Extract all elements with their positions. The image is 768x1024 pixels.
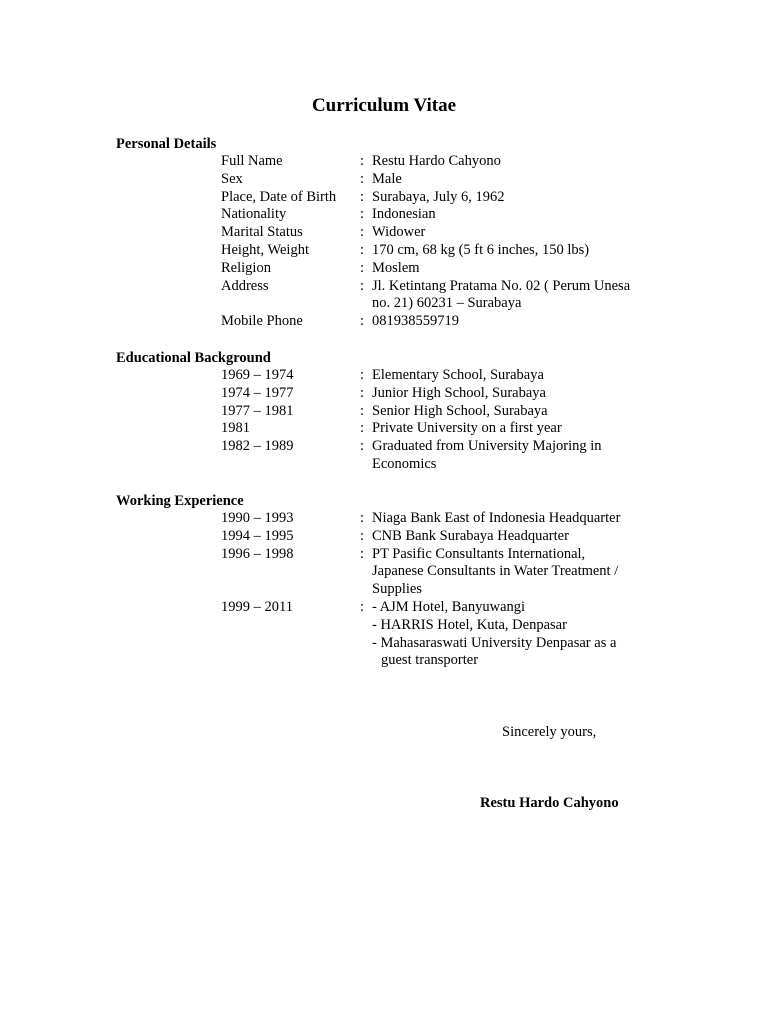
value-line: Supplies xyxy=(372,581,422,598)
row-value xyxy=(372,528,654,546)
row-label: 1977 – 1981 xyxy=(221,402,294,419)
row-value xyxy=(372,313,654,331)
row-label: Nationality xyxy=(221,206,287,223)
row-value xyxy=(372,171,654,189)
row-colon: : xyxy=(360,153,365,169)
value-line: - Mahasaraswati University Denpasar as a xyxy=(372,634,617,651)
row-value xyxy=(372,420,654,438)
detail-row xyxy=(116,403,676,421)
row-label: 1996 – 1998 xyxy=(221,545,294,562)
row-colon: : xyxy=(360,277,365,294)
value-line: Junior High School, Surabaya xyxy=(372,384,546,401)
value-line: Indonesian xyxy=(372,206,436,223)
detail-row xyxy=(116,278,676,314)
row-colon: : xyxy=(360,527,365,544)
row-value xyxy=(372,206,654,224)
section-heading: Educational Background xyxy=(116,350,271,366)
row-colon: : xyxy=(360,545,365,562)
value-line: 170 cm, 68 kg (5 ft 6 inches, 150 lbs) xyxy=(372,241,590,258)
detail-row xyxy=(116,420,676,438)
row-value xyxy=(372,242,654,260)
row-value xyxy=(372,510,654,528)
row-label: Full Name xyxy=(221,153,283,169)
row-colon: : xyxy=(360,313,365,330)
row-colon: : xyxy=(360,598,365,615)
document-title: Curriculum Vitae xyxy=(311,95,457,116)
row-value xyxy=(372,189,654,207)
signature-name: Restu Hardo Cahyono xyxy=(480,795,619,811)
row-value xyxy=(372,153,654,171)
value-line: no. 21) 60231 – Surabaya xyxy=(372,295,522,312)
section-heading: Working Experience xyxy=(116,493,244,509)
detail-row xyxy=(116,385,676,403)
row-value xyxy=(372,224,654,242)
row-colon: : xyxy=(360,206,365,223)
row-colon: : xyxy=(360,224,365,241)
row-value xyxy=(372,546,654,599)
value-line: Restu Hardo Cahyono xyxy=(372,153,501,169)
row-label: 1969 – 1974 xyxy=(221,367,294,383)
detail-row xyxy=(116,528,676,546)
row-colon: : xyxy=(360,259,365,276)
detail-rows xyxy=(116,153,676,331)
value-line: Moslem xyxy=(372,259,420,276)
detail-rows xyxy=(116,367,676,474)
row-label: Marital Status xyxy=(221,224,303,241)
row-label: 1982 – 1989 xyxy=(221,438,294,455)
row-label: Religion xyxy=(221,259,271,276)
row-colon: : xyxy=(360,170,365,187)
row-label: 1990 – 1993 xyxy=(221,510,294,526)
row-value xyxy=(372,385,654,403)
row-label: 1999 – 2011 xyxy=(221,598,293,615)
value-line: Private University on a first year xyxy=(372,420,562,437)
section-personal-details xyxy=(116,135,676,331)
detail-row xyxy=(116,313,676,331)
value-line: Widower xyxy=(372,224,426,241)
detail-row xyxy=(116,438,676,474)
row-colon: : xyxy=(360,188,365,205)
value-line: Surabaya, July 6, 1962 xyxy=(372,188,505,205)
row-value xyxy=(372,438,654,474)
row-value xyxy=(372,367,654,385)
value-line: Male xyxy=(372,170,402,187)
row-value xyxy=(372,260,654,278)
detail-row xyxy=(116,189,676,207)
value-line: Graduated from University Majoring in xyxy=(372,438,602,455)
detail-rows xyxy=(116,510,676,670)
value-line: 081938559719 xyxy=(372,313,459,330)
detail-row xyxy=(116,367,676,385)
value-line: Elementary School, Surabaya xyxy=(372,367,544,383)
row-colon: : xyxy=(360,420,365,437)
closing-text: Sincerely yours, xyxy=(502,724,597,740)
row-value xyxy=(372,403,654,421)
value-line: - AJM Hotel, Banyuwangi xyxy=(372,598,526,615)
detail-row xyxy=(116,510,676,528)
section-educational-background xyxy=(116,349,676,474)
row-colon: : xyxy=(360,510,365,526)
detail-row xyxy=(116,242,676,260)
row-value xyxy=(372,599,654,670)
detail-row xyxy=(116,546,676,599)
row-label: Mobile Phone xyxy=(221,313,303,330)
section-heading: Personal Details xyxy=(116,136,217,152)
value-line: Jl. Ketintang Pratama No. 02 ( Perum Unesa xyxy=(372,277,631,294)
row-label: Address xyxy=(221,277,269,294)
row-colon: : xyxy=(360,402,365,419)
detail-row xyxy=(116,599,676,670)
value-line: Economics xyxy=(372,455,437,472)
detail-row xyxy=(116,224,676,242)
row-label: Place, Date of Birth xyxy=(221,188,337,205)
value-line: Japanese Consultants in Water Treatment / xyxy=(372,563,619,580)
value-line: guest transporter xyxy=(381,652,479,669)
row-colon: : xyxy=(360,367,365,383)
detail-row xyxy=(116,260,676,278)
value-line: Senior High School, Surabaya xyxy=(372,402,548,419)
detail-row xyxy=(116,153,676,171)
row-colon: : xyxy=(360,438,365,455)
row-colon: : xyxy=(360,241,365,258)
row-label: 1974 – 1977 xyxy=(221,384,294,401)
row-colon: : xyxy=(360,384,365,401)
row-label: Sex xyxy=(221,170,243,187)
row-label: 1981 xyxy=(221,420,250,437)
detail-row xyxy=(116,206,676,224)
value-line: Niaga Bank East of Indonesia Headquarter xyxy=(372,510,621,526)
row-label: 1994 – 1995 xyxy=(221,527,294,544)
value-line: CNB Bank Surabaya Headquarter xyxy=(372,527,569,544)
value-line: PT Pasific Consultants International, xyxy=(372,545,586,562)
row-label: Height, Weight xyxy=(221,241,309,258)
section-working-experience xyxy=(116,492,676,670)
row-value xyxy=(372,278,654,314)
value-line: - HARRIS Hotel, Kuta, Denpasar xyxy=(372,616,567,633)
detail-row xyxy=(116,171,676,189)
